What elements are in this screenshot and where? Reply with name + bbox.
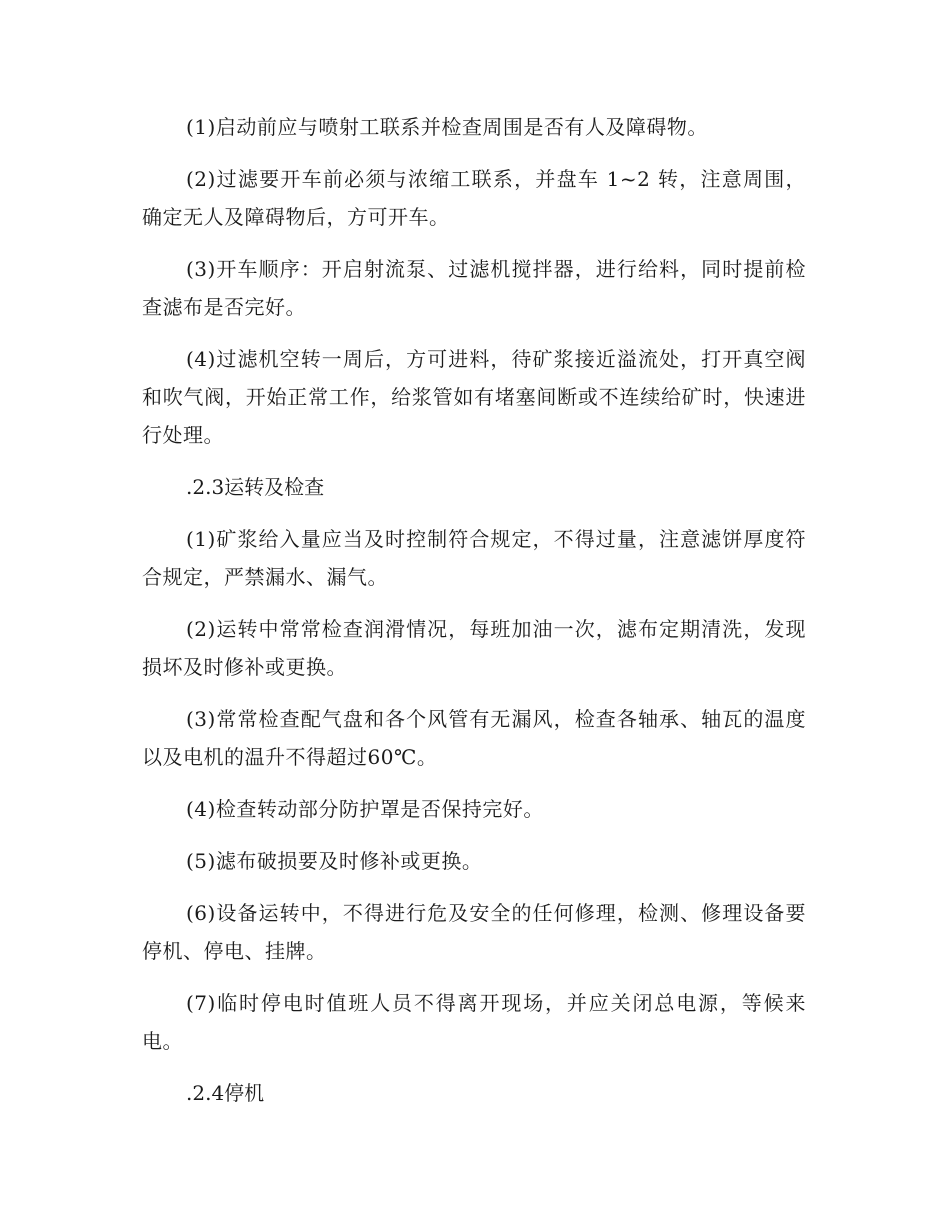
paragraph: (1)启动前应与喷射工联系并检查周围是否有人及障碍物。 — [186, 115, 708, 139]
document-body — [142, 108, 806, 1126]
section-heading: .2.3运转及检查 — [186, 475, 325, 499]
section-heading: .2.4停机 — [186, 1081, 265, 1105]
paragraph: (1)矿浆给入量应当及时控制符合规定，不得过量，注意滤饼厚度符合规定，严禁漏水、漏气。 — [142, 527, 806, 589]
paragraph: (2)运转中常常检查润滑情况，每班加油一次，滤布定期清洗，发现损坏及时修补或更换。 — [142, 617, 806, 679]
paragraph: (3)常常检查配气盘和各个风管有无漏风，检查各轴承、轴瓦的温度以及电机的温升不得超过60℃。 — [142, 707, 806, 769]
paragraph: (7)临时停电时值班人员不得离开现场，并应关闭总电源，等候来电。 — [142, 991, 806, 1053]
paragraph: (4)过滤机空转一周后，方可进料，待矿浆接近溢流处，打开真空阀和吹气阀，开始正常工作，给浆管如有堵塞间断或不连续给矿时，快速进行处理。 — [142, 347, 806, 447]
paragraph: (2)过滤要开车前必须与浓缩工联系，并盘车 1~2 转，注意周围，确定无人及障碍物后，方可开车。 — [142, 167, 806, 229]
paragraph: (3)开车顺序：开启射流泵、过滤机搅拌器，进行给料，同时提前检查滤布是否完好。 — [142, 257, 806, 319]
paragraph: (6)设备运转中，不得进行危及安全的任何修理，检测、修理设备要停机、停电、挂牌。 — [142, 901, 806, 963]
paragraph: (5)滤布破损要及时修补或更换。 — [186, 849, 483, 873]
paragraph: (4)检查转动部分防护罩是否保持完好。 — [186, 797, 544, 821]
